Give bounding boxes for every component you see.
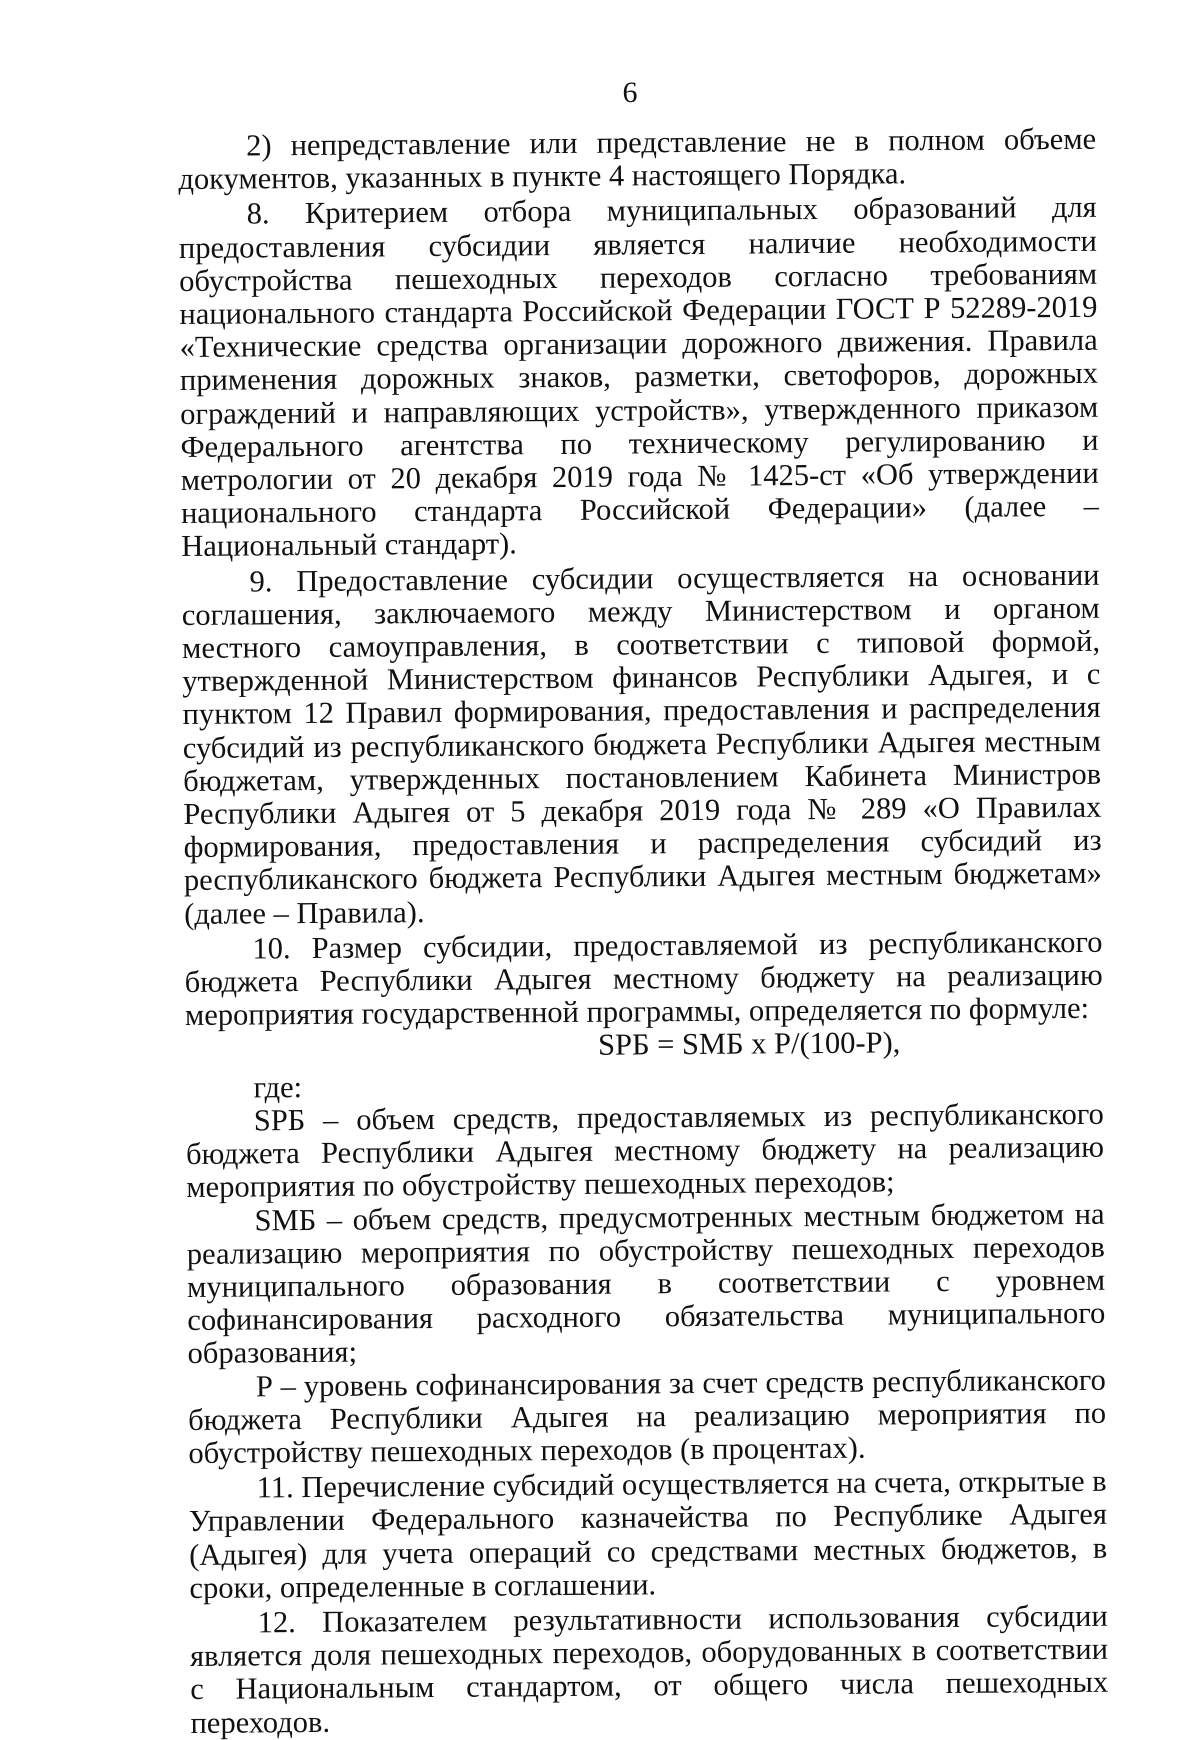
paragraph-9-subsidy-agreement: 9. Предоставление субсидии осуществляется на основании соглашения, заключаемого между Министерством и органом местного самоуправления, в соответствии с типовой формой, утвержденной Министерством финансов Республики Адыгея, и с пунктом 12 Правил формирования, предоставления и распределения субсидий из республиканского бюджета Республики Адыгея местным бюджетам, утвержденных постановлением Кабинета Министров Республики Адыгея от 5 декабря 2019 года № 289 «О Правилах формирования, предоставления и распределения субсидий из республиканского бюджета Республики Адыгея местным бюджетам» (далее – Правила). [181, 557, 1102, 931]
definition-smb: SМБ – объем средств, предусмотренных местным бюджетом на реализацию мероприятия по обустройству пешеходных переходов муниципального образования в соответствии с уровнем софинансирования расходного обязательства муниципального образования; [186, 1196, 1106, 1371]
document-body [178, 123, 1109, 1740]
where-label: где: [253, 1069, 303, 1105]
page-number: 6 [622, 76, 638, 109]
paragraph-10-subsidy-amount: 10. Размер субсидии, предоставляемой из республиканского бюджета Республики Адыгея местному бюджету на реализацию мероприятия государственной программы, определяется по формуле: [184, 924, 1103, 1033]
definition-p: Р – уровень софинансирования за счет средств республиканского бюджета Республики Адыгея на реализацию мероприятия по обустройству пешеходных переходов (в процентах). [187, 1362, 1107, 1470]
paragraph-12-performance-indicator: 12. Показателем результативности использования субсидии является доля пешеходных переходов, оборудованных в соответствии с Национальным стандартом, от общего числа пешеходных переходов. [189, 1598, 1109, 1740]
paragraph-8-selection-criterion: 8. Критерием отбора муниципальных образований для предоставления субсидии является наличие необходимости обустройства пешеходных переходов согласно требованиям национального стандарта Российской Федерации ГОСТ Р 52289-2019 «Технические средства организации дорожного движения. Правила применения дорожных знаков, разметки, светофоров, дорожных ограждений и направляющих устройств», утвержденного приказом Федерального агентства по техническому регулированию и метрологии от 20 декабря 2019 года № 1425-ст «Об утверждении национального стандарта Российской Федерации» (далее – Национальный стандарт). [178, 190, 1100, 564]
subsidy-formula: SРБ = SМБ х Р/(100-Р), [597, 1025, 901, 1063]
paragraph-11-transfer: 11. Перечисление субсидий осуществляется на счета, открытые в Управлении Федерального казначейства по Республике Адыгея (Адыгея) для учета операций со средствами местных бюджетов, в сроки, определенные в соглашении. [188, 1463, 1108, 1605]
definition-srb: SРБ – объем средств, предоставляемых из республиканского бюджета Республики Адыгея местному бюджету на реализацию мероприятия по обустройству пешеходных переходов; [185, 1096, 1105, 1205]
paragraph-item-2: 2) непредставление или представление не в полном объеме документов, указанных в пункте 4 настоящего Порядка. [178, 121, 1097, 197]
